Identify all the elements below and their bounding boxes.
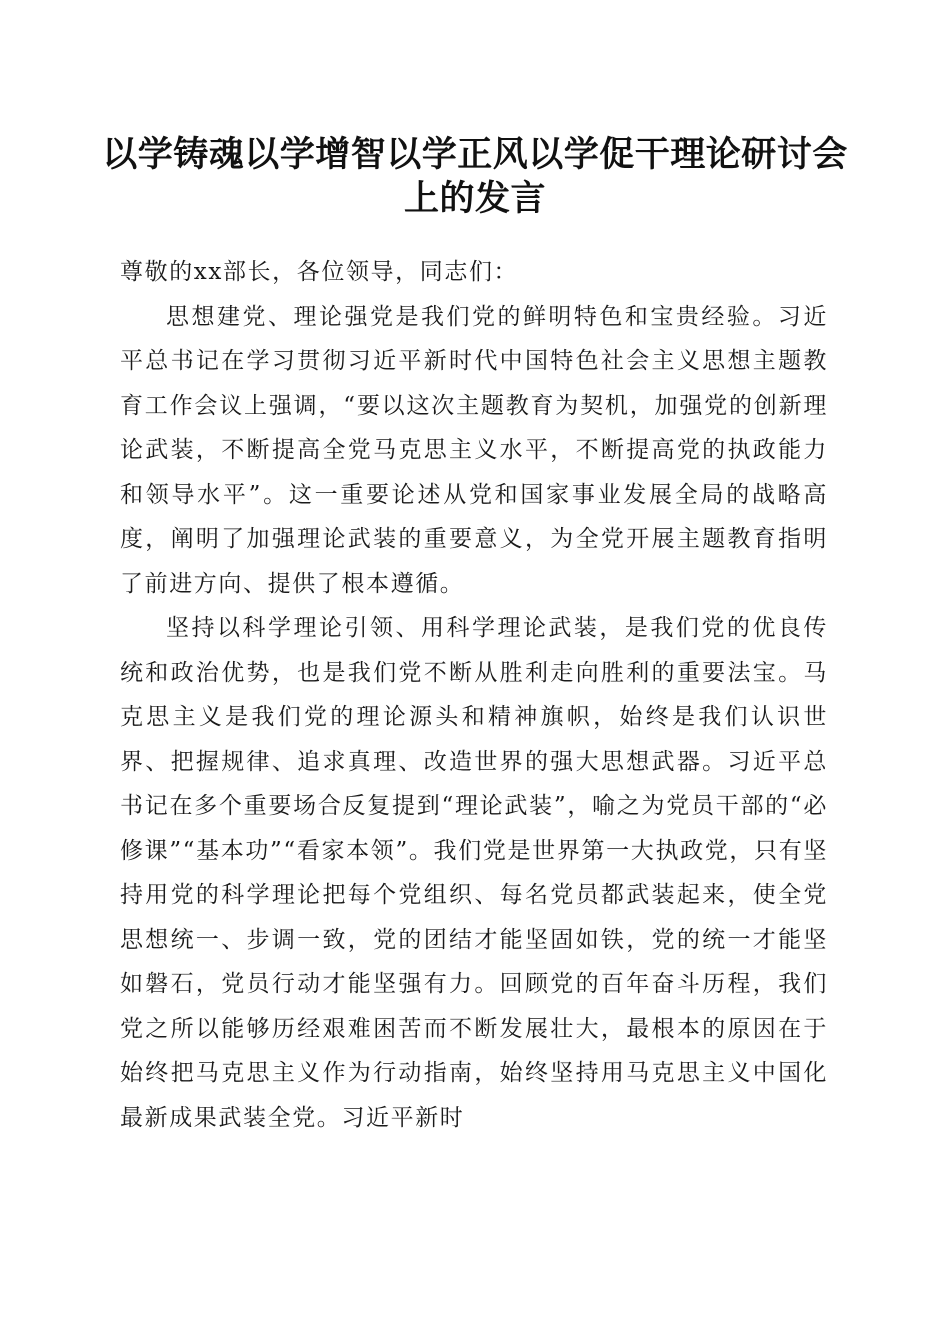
paragraph: 坚持以科学理论引领、用科学理论武装，是我们党的优良传统和政治优势，也是我们党不断从胜利走向胜利的重要法宝。马克思主义是我们党的理论源头和精神旗帜，始终是我们认识世界、把握规律、追求真理、改造世界的强大思想武器。习近平总书记在多个重要场合反复提到“理论武装”，喻之为党员干部的“必修课”“基本功”“看家本领”。我们党是世界第一大执政党，只有坚持用党的科学理论把每个党组织、每名党员都武装起来，使全党思想统一、步调一致，党的团结才能坚固如铁，党的统一才能坚如磐石，党员行动才能坚强有力。回顾党的百年奋斗历程，我们党之所以能够历经艰难困苦而不断发展壮大，最根本的原因在于始终把马克思主义作为行动指南，始终坚持用马克思主义中国化最新成果武装全党。习近平新时 bbox=[120, 615, 828, 1131]
paragraph: 思想建党、理论强党是我们党的鲜明特色和宝贵经验。习近平总书记在学习贯彻习近平新时代中国特色社会主义思想主题教育工作会议上强调，“要以这次主题教育为契机，加强党的创新理论武装，不断提高全党马克思主义水平，不断提高党的执政能力和领导水平”。这一重要论述从党和国家事业发展全局的战略高度，阐明了加强理论武装的重要意义，为全党开展主题教育指明了前进方向、提供了根本遵循。 bbox=[120, 303, 828, 597]
document-title: 以学铸魂以学增智以学正风以学促干理论研讨会上的发言 bbox=[102, 134, 848, 219]
document-body bbox=[120, 250, 828, 1140]
salutation: 尊敬的xx部长，各位领导，同志们： bbox=[120, 259, 519, 285]
